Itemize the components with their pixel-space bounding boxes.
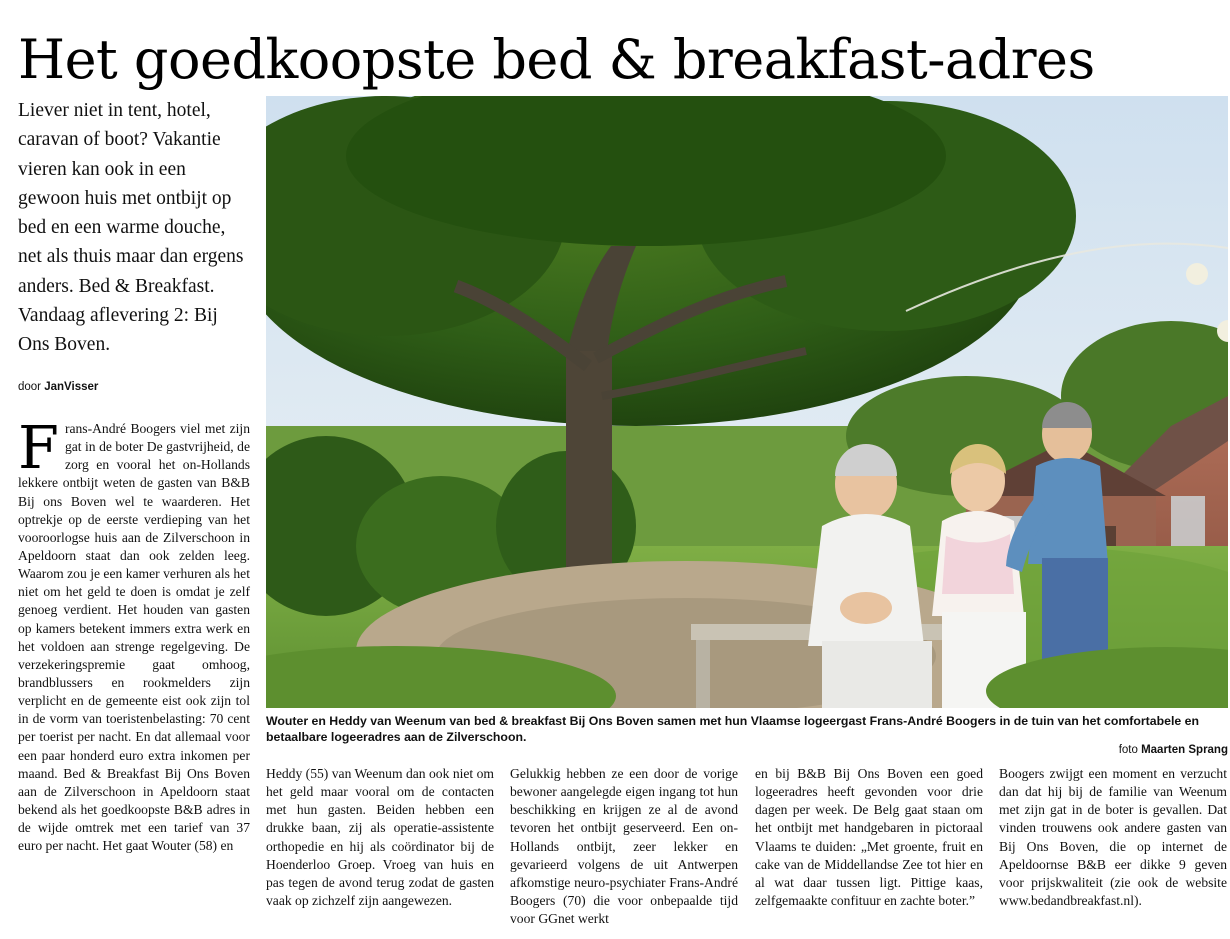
intro-lead: Liever niet in tent, hotel, caravan of boot? Vakantie vieren kan ook in een gewoon huis met ontbijt op bed en een warme douche, net als thuis maar dan ergens anders. Bed & Breakfast. Vandaag aflevering 2: Bij Ons Boven. bbox=[18, 100, 244, 355]
photo-graphic bbox=[266, 96, 1228, 708]
byline-author: JanVisser bbox=[44, 381, 99, 394]
intro-block bbox=[18, 96, 246, 393]
article-photo bbox=[266, 96, 1228, 708]
article-body-5: Boogers zwijgt een moment en verzucht dan dat hij bij de familie van Weenum met zijn gat in de boter is gevallen. Dat vinden trouwens ook andere gasten van Bij Ons Boven, die op internet de Apeldoornse B&B eer dikke 9 geven voor prijskwaliteit (zie ook de website www.bedandbreakfast.nl). bbox=[999, 766, 1227, 908]
page-title: Het goedkoopste bed & breakfast-adres bbox=[18, 28, 1095, 92]
article-body-2: Heddy (55) van Weenum dan ook niet om het geld maar vooral om de contacten met hun gasten. Beiden hebben een drukke baan, zij als operatie-assistente orthopedie en hij als coördinator bij de Hoenderloo Groep. Vroeg van huis en pas tegen de avond terug zodat de gasten vaak op zichzelf zijn aangewezen. bbox=[266, 766, 494, 908]
article-body-4: en bij B&B Bij Ons Boven een goed logeeradres heeft gevonden voor drie dagen per week. De Belg gaat staan om het ontbijt met handgebaren in pictoraal Vlaams te duiden: „Met groente, fruit en cake van de Middellandse Zee tot hier en al wat daar tussen ligt. Pittige kaas, zelfgemaakte confituur en zachte boter.” bbox=[755, 766, 983, 908]
article-column-1 bbox=[18, 413, 250, 855]
byline bbox=[18, 381, 246, 393]
article-column-4 bbox=[755, 765, 983, 910]
photo-credit-name: Maarten Sprang bbox=[1141, 744, 1228, 756]
article-body-3: Gelukkig hebben ze een door de vorige bewoner aangelegde eigen ingang tot hun beschikking en krijgen ze al de avond tevoren het ontbijt geserveerd. Een on-Hollands ontbijt, zeer lekker en gevarieerd volgens de uit Antwerpen afkomstige neuro-psychiater Frans-André Boogers (70) die voor onbepaalde tijd voor GGnet werkt bbox=[510, 766, 738, 927]
photo-caption: Wouter en Heddy van Weenum van bed & breakfast Bij Ons Boven samen met hun Vlaamse logeergast Frans-André Boogers in de tuin van het comfortabele en betaalbare logeeradres aan de Zilverschoon. bbox=[266, 714, 1199, 744]
drop-cap: F bbox=[18, 413, 59, 482]
article-body-1: rans-André Boogers viel met zijn gat in de boter De gastvrijheid, de zorg en vooral het on-Hollands lekkere ontbijt weten de gasten van B&B Bij ons Boven wel te waarderen. Het optrekje op de eerste verdieping van het vooroorlogse huis aan de Zilverschoon in Apeldoorn staat dan ook zelden leeg. Waarom zou je een kamer verhuren als het niet om het geld te doen is omdat je zelf genoeg verdient. Het houden van gasten op kamers betekent immers extra werk en het voldoen aan strenge regelgeving. De verzekeringspremie gaat omhoog, brandblussers en rookmelders zijn verplicht en de gemeente eist ook zijn tol in de vorm van toeristenbelasting: 70 cent per toerist per nacht. En dat allemaal voor een paar honderd euro extra inkomen per maand. Bed & Breakfast Bij Ons Boven aan de Zilverschoon in Apeldoorn staat bekend als het goedkoopste B&B adres in de wijde omtrek met een tarief van 37 euro per nacht. Het gaat Wouter (58) en bbox=[18, 421, 250, 854]
photo-credit bbox=[266, 744, 1228, 756]
photo-credit-label: foto bbox=[1118, 744, 1138, 756]
article-column-2 bbox=[266, 765, 494, 910]
article-column-5 bbox=[999, 765, 1227, 910]
article-column-3 bbox=[510, 765, 738, 928]
byline-label: door bbox=[18, 381, 42, 394]
